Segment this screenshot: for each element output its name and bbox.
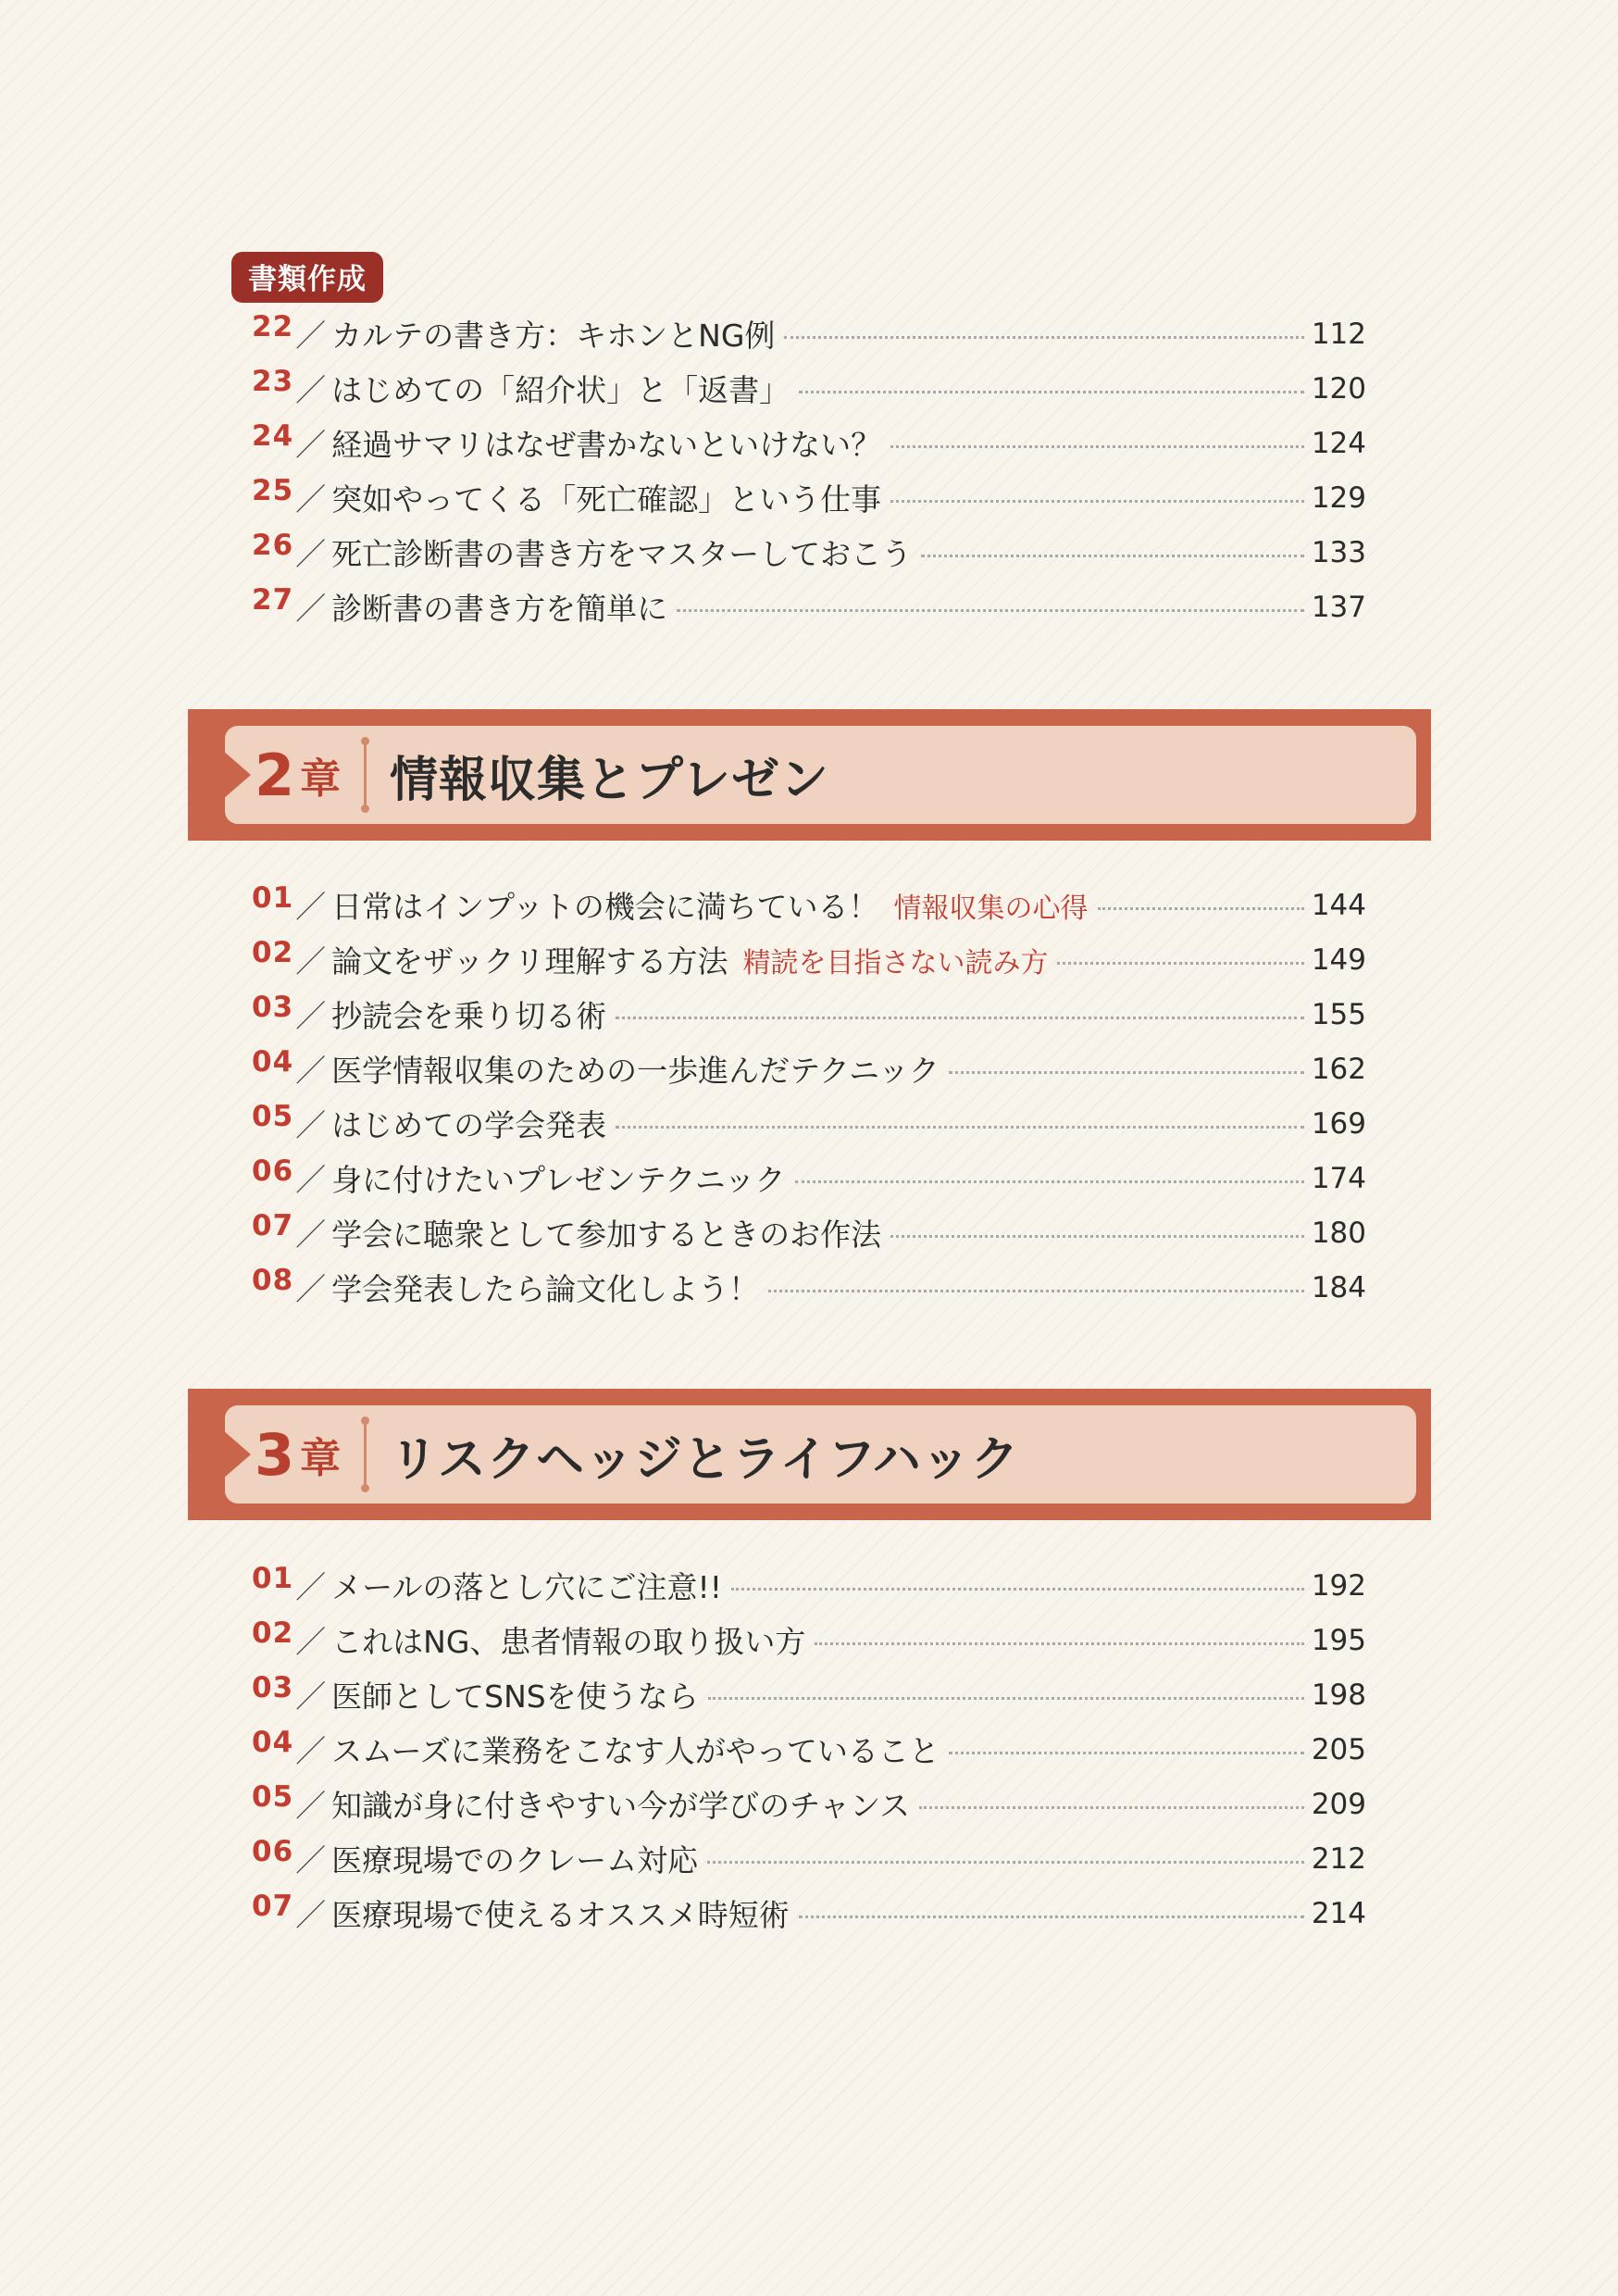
entry-number: 01 <box>252 880 294 915</box>
entry-page: 149 <box>1311 942 1366 977</box>
entry-number: 27 <box>252 582 294 617</box>
dot-leader <box>949 1752 1304 1754</box>
chapter-number <box>255 1405 341 1504</box>
chapter-banner-panel <box>225 1405 1416 1504</box>
chapter-title: リスクヘッジとライフハック <box>390 1431 1020 1488</box>
toc-entry[interactable] <box>252 1260 1366 1315</box>
entry-page: 214 <box>1311 1896 1366 1930</box>
entry-page: 129 <box>1311 480 1366 515</box>
chapter-divider <box>364 1420 367 1489</box>
toc-entry[interactable] <box>252 416 1366 470</box>
entry-page: 192 <box>1311 1568 1366 1603</box>
entry-subtitle: 情報収集の心得 <box>893 892 1089 925</box>
dot-leader <box>708 1697 1304 1700</box>
entry-page: 169 <box>1311 1106 1366 1141</box>
chapter-kanji: 章 <box>300 755 342 803</box>
entry-page: 209 <box>1311 1787 1366 1821</box>
toc-entry[interactable] <box>252 1042 1366 1096</box>
entry-page: 144 <box>1311 888 1366 922</box>
entry-number: 03 <box>252 990 294 1024</box>
slash-separator: ／ <box>295 1053 327 1089</box>
entry-title: 医療現場でのクレーム対応 <box>331 1842 699 1878</box>
entry-title: 医学情報収集のための一歩進んだテクニック <box>331 1053 940 1089</box>
entry-page: 180 <box>1311 1216 1366 1250</box>
entry-number: 01 <box>252 1561 294 1595</box>
toc-entry[interactable] <box>252 580 1366 634</box>
entry-title: 医療現場で使えるオススメ時短術 <box>331 1897 790 1933</box>
toc-entry[interactable] <box>252 987 1366 1042</box>
entry-number: 22 <box>252 309 294 343</box>
entry-page: 112 <box>1311 317 1366 351</box>
banner-notch <box>223 1430 251 1479</box>
slash-separator: ／ <box>295 427 327 463</box>
entry-number: 06 <box>252 1834 294 1868</box>
entry-page: 205 <box>1311 1732 1366 1766</box>
entry-number: 07 <box>252 1208 294 1242</box>
dot-leader <box>890 445 1304 448</box>
entry-number: 07 <box>252 1889 294 1923</box>
dot-leader <box>677 609 1304 612</box>
entry-title: 知識が身に付きやすい今が学びのチャンス <box>331 1788 911 1824</box>
entry-title: 診断書の書き方を簡単に <box>331 591 668 627</box>
slash-separator: ／ <box>295 1569 327 1605</box>
entry-title: スムーズに業務をこなす人がやっていること <box>331 1733 940 1769</box>
entry-number: 23 <box>252 364 294 398</box>
entry-title: 死亡診断書の書き方をマスターしておこう <box>331 536 913 572</box>
slash-separator: ／ <box>295 889 327 925</box>
toc-entry[interactable] <box>252 1096 1366 1151</box>
dot-leader <box>799 391 1304 393</box>
banner-notch <box>223 751 251 799</box>
entry-title: 医師としてSNSを使うなら <box>331 1678 699 1715</box>
slash-separator: ／ <box>295 1162 327 1198</box>
chapter-digit: 2 <box>255 741 295 809</box>
dot-leader <box>919 1806 1304 1809</box>
entry-number: 25 <box>252 473 294 507</box>
section-tag: 書類作成 <box>231 252 383 303</box>
toc-entry[interactable] <box>252 1151 1366 1205</box>
entry-title: 日常はインプットの機会に満ちている！ <box>331 889 879 925</box>
toc-entry[interactable] <box>252 1667 1366 1722</box>
chapter-number <box>255 726 341 824</box>
entry-page: 212 <box>1311 1841 1366 1876</box>
slash-separator: ／ <box>295 372 327 408</box>
dot-leader <box>921 555 1304 557</box>
entry-number: 02 <box>252 935 294 969</box>
slash-separator: ／ <box>295 536 327 572</box>
dot-leader <box>890 1235 1304 1238</box>
slash-separator: ／ <box>295 1624 327 1660</box>
chapter-2-banner <box>188 709 1431 841</box>
toc-entry[interactable] <box>252 361 1366 416</box>
entry-number: 04 <box>252 1044 294 1079</box>
entry-title: 身に付けたいプレゼンテクニック <box>331 1162 786 1198</box>
entry-number: 05 <box>252 1779 294 1814</box>
toc-section-documents <box>252 306 1366 634</box>
entry-page: 198 <box>1311 1678 1366 1712</box>
entry-title: カルテの書き方：キホンとNG例 <box>331 318 776 354</box>
dot-leader <box>890 500 1304 503</box>
slash-separator: ／ <box>295 1107 327 1143</box>
entry-number: 03 <box>252 1670 294 1704</box>
slash-separator: ／ <box>295 318 327 354</box>
chapter-3-banner <box>188 1389 1431 1520</box>
toc-entry[interactable] <box>252 1205 1366 1260</box>
toc-entry[interactable] <box>252 525 1366 580</box>
slash-separator: ／ <box>295 1217 327 1253</box>
dot-leader <box>1098 907 1304 910</box>
entry-title: 経過サマリはなぜ書かないといけない？ <box>331 427 882 463</box>
entry-page: 162 <box>1311 1052 1366 1086</box>
chapter-digit: 3 <box>255 1420 295 1489</box>
entry-title: 突如やってくる「死亡確認」という仕事 <box>331 481 882 518</box>
slash-separator: ／ <box>295 1733 327 1769</box>
entry-number: 26 <box>252 528 294 562</box>
entry-title: 学会発表したら論文化しよう！ <box>331 1271 760 1307</box>
slash-separator: ／ <box>295 1788 327 1824</box>
entry-page: 133 <box>1311 535 1366 569</box>
entry-title: 論文をザックリ理解する方法 <box>331 943 728 980</box>
toc-entry[interactable] <box>252 1558 1366 1613</box>
chapter-banner-panel <box>225 726 1416 824</box>
entry-page: 155 <box>1311 997 1366 1031</box>
dot-leader <box>768 1290 1304 1292</box>
toc-chapter-2 <box>252 878 1366 1315</box>
entry-title: 学会に聴衆として参加するときのお作法 <box>331 1217 882 1253</box>
entry-number: 06 <box>252 1154 294 1188</box>
toc-entry[interactable] <box>252 932 1366 987</box>
slash-separator: ／ <box>295 1897 327 1933</box>
slash-separator: ／ <box>295 481 327 518</box>
toc-entry[interactable] <box>252 1613 1366 1667</box>
slash-separator: ／ <box>295 1271 327 1307</box>
entry-subtitle: 精読を目指さない読み方 <box>742 946 1049 980</box>
dot-leader <box>799 1915 1304 1918</box>
dot-leader <box>815 1642 1303 1645</box>
entry-title: 抄読会を乗り切る術 <box>331 998 607 1034</box>
slash-separator: ／ <box>295 943 327 980</box>
entry-page: 124 <box>1311 426 1366 460</box>
toc-entry[interactable] <box>252 306 1366 361</box>
slash-separator: ／ <box>295 591 327 627</box>
dot-leader <box>707 1861 1304 1864</box>
entry-number: 05 <box>252 1099 294 1133</box>
slash-separator: ／ <box>295 998 327 1034</box>
entry-number: 04 <box>252 1725 294 1759</box>
chapter-divider <box>364 741 367 809</box>
entry-title: はじめての「紹介状」と「返書」 <box>331 372 790 408</box>
entry-page: 174 <box>1311 1161 1366 1195</box>
dot-leader <box>795 1180 1304 1183</box>
dot-leader <box>949 1071 1304 1074</box>
dot-leader <box>616 1126 1304 1129</box>
entry-number: 24 <box>252 418 294 453</box>
entry-page: 195 <box>1311 1623 1366 1657</box>
slash-separator: ／ <box>295 1842 327 1878</box>
entry-page: 120 <box>1311 371 1366 406</box>
entry-number: 08 <box>252 1263 294 1297</box>
slash-separator: ／ <box>295 1678 327 1715</box>
toc-entry[interactable] <box>252 1886 1366 1940</box>
entry-page: 184 <box>1311 1270 1366 1304</box>
entry-title: はじめての学会発表 <box>331 1107 607 1143</box>
entry-page: 137 <box>1311 590 1366 624</box>
entry-number: 02 <box>252 1616 294 1650</box>
toc-entry[interactable] <box>252 878 1366 932</box>
toc-entry[interactable] <box>252 470 1366 525</box>
dot-leader <box>616 1017 1304 1019</box>
entry-title: これはNG、患者情報の取り扱い方 <box>331 1624 806 1660</box>
chapter-title: 情報収集とプレゼン <box>390 752 829 808</box>
toc-entry[interactable] <box>252 1722 1366 1777</box>
toc-chapter-3 <box>252 1558 1366 1940</box>
dot-leader <box>784 336 1303 339</box>
dot-leader <box>731 1588 1304 1591</box>
chapter-kanji: 章 <box>300 1435 342 1482</box>
toc-entry[interactable] <box>252 1777 1366 1831</box>
dot-leader <box>1057 962 1303 965</box>
entry-title: メールの落とし穴にご注意!! <box>331 1569 722 1605</box>
toc-entry[interactable] <box>252 1831 1366 1886</box>
